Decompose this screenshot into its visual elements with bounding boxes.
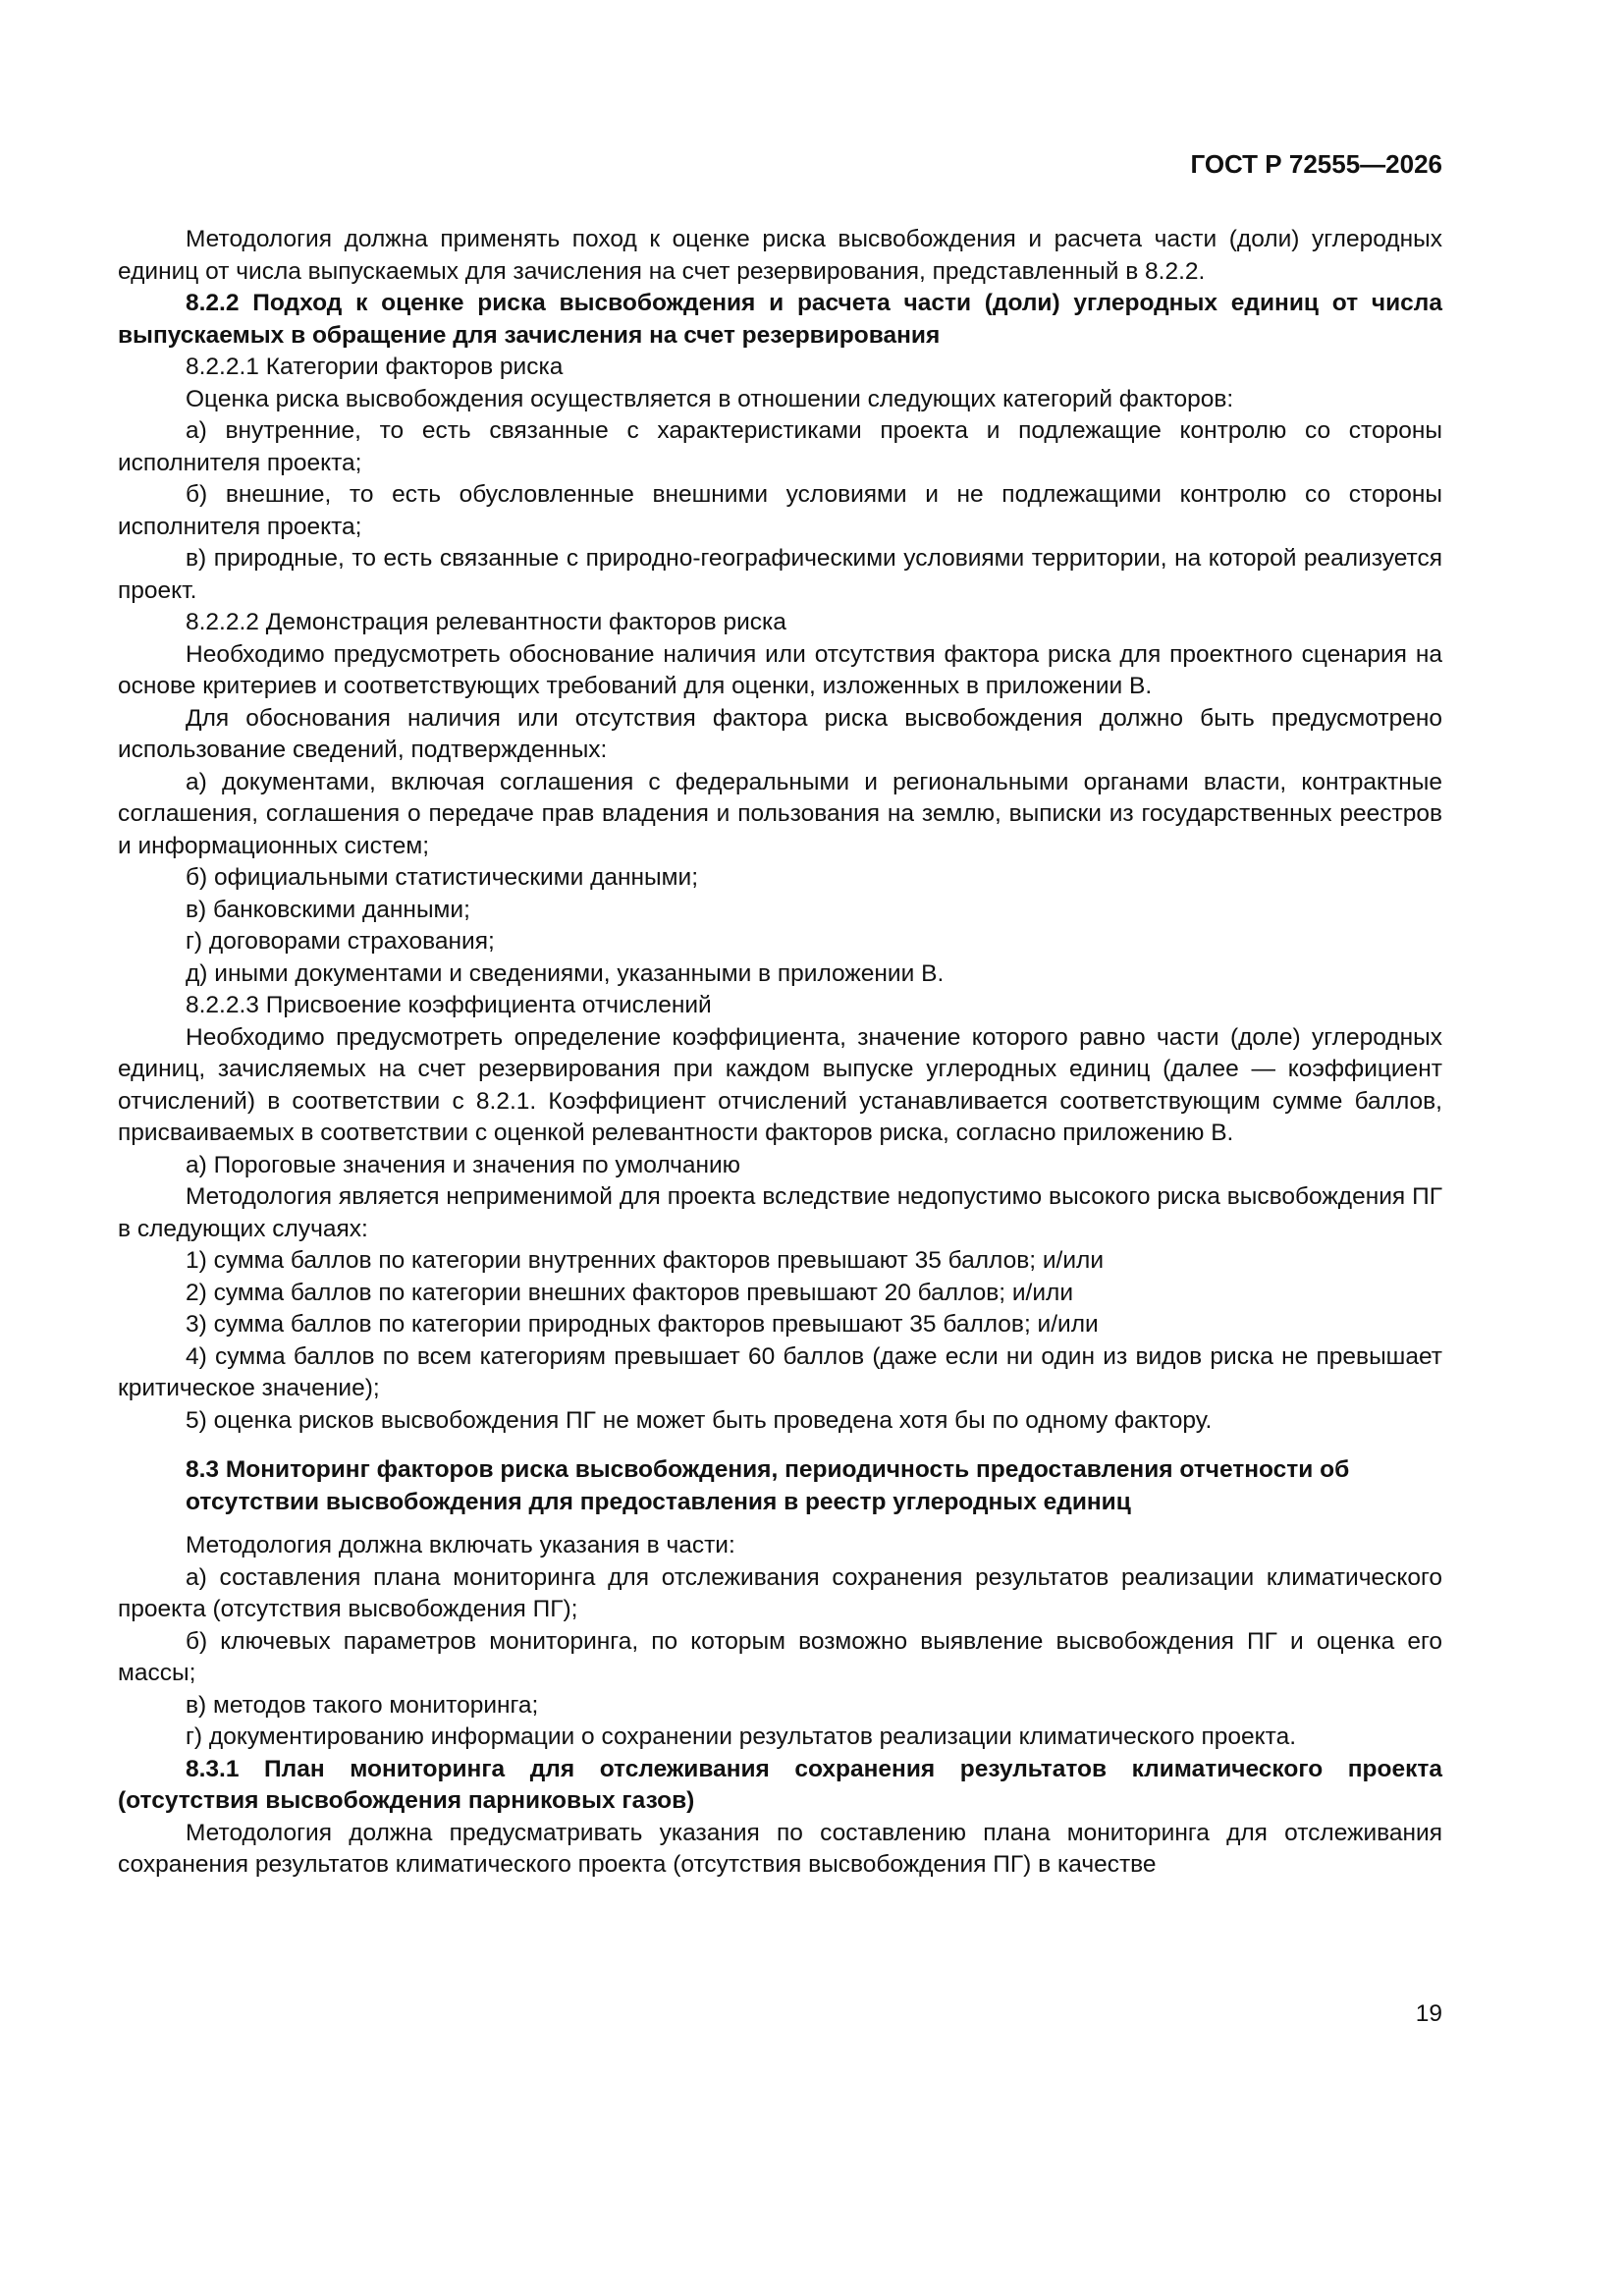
list-item: 4) сумма баллов по всем категориям превышает 60 баллов (даже если ни один из видов риска не превышает критическое значение); xyxy=(118,1342,1442,1401)
paragraph: Необходимо предусмотреть определение коэффициента, значение которого равно части (доле) углеродных единиц, зачисляемых на счет резервирования при каждом выпуске углеродных единиц (далее — коэффициент отчислений) в соответствии с 8.2.1. Коэффициент отчислений устанавливается соответствующим сумме баллов, присваиваемых в соответствии с оценкой релевантности факторов риска, согласно приложению В. xyxy=(118,1023,1442,1146)
section-title-8-3-1: 8.3.1 План мониторинга для отслеживания сохранения результатов климатического проекта (отсутствия высвобождения парниковых газов) xyxy=(118,1755,1442,1814)
list-item: в) методов такого мониторинга; xyxy=(186,1691,539,1719)
subsection-title-8-2-2-2: 8.2.2.2 Демонстрация релевантности факторов риска xyxy=(186,609,786,635)
paragraph: Методология является неприменимой для проекта вследствие недопустимо высокого риска высвобождения ПГ в следующих случаях: xyxy=(118,1183,1442,1242)
list-item: а) документами, включая соглашения с федеральными и региональными органами власти, контрактные соглашения, соглашения о передаче прав владения и пользования на землю, выписки из государственных реестров и информационных систем; xyxy=(118,768,1442,859)
section-heading-8-3: 8.3 Мониторинг факторов риска высвобождения, периодичность предоставления отчетности об отсутствии высвобождения для предоставления в реестр углеродных единиц xyxy=(186,1456,1350,1515)
page-number: 19 xyxy=(1415,2000,1442,2027)
paragraph: Оценка риска высвобождения осуществляется в отношении следующих категорий факторов: xyxy=(186,385,1234,412)
paragraph: Методология должна включать указания в части: xyxy=(186,1532,735,1558)
paragraph: Для обоснования наличия или отсутствия фактора риска высвобождения должно быть предусмотрено использование сведений, подтвержденных: xyxy=(118,704,1442,763)
section-title-8-2-2: 8.2.2 Подход к оценке риска высвобождения и расчета части (доли) углеродных единиц от числа выпускаемых в обращение для зачисления на счет резервирования xyxy=(118,290,1442,349)
paragraph: Методология должна предусматривать указания по составлению плана мониторинга для отслеживания сохранения результатов климатического проекта (отсутствия высвобождения ПГ) в качестве xyxy=(118,1819,1442,1878)
list-item: г) документированию информации о сохранении результатов реализации климатического проекта. xyxy=(186,1723,1296,1750)
list-item: 1) сумма баллов по категории внутренних факторов превышают 35 баллов; и/или xyxy=(186,1247,1105,1274)
list-item: а) внутренние, то есть связанные с характеристиками проекта и подлежащие контролю со стороны исполнителя проекта; xyxy=(118,417,1442,476)
document-body xyxy=(118,224,1442,1882)
list-item: б) ключевых параметров мониторинга, по которым возможно выявление высвобождения ПГ и оценка его массы; xyxy=(118,1627,1442,1686)
list-item: д) иными документами и сведениями, указанными в приложении В. xyxy=(186,959,945,987)
subsection-title-8-2-2-3: 8.2.2.3 Присвоение коэффициента отчислений xyxy=(186,992,712,1018)
list-item: б) внешние, то есть обусловленные внешними условиями и не подлежащими контролю со стороны исполнителя проекта; xyxy=(118,481,1442,540)
subsection-title-8-2-2-1: 8.2.2.1 Категории факторов риска xyxy=(186,354,564,380)
list-item: в) природные, то есть связанные с природно-географическими условиями территории, на которой реализуется проект. xyxy=(118,545,1442,604)
list-item: в) банковскими данными; xyxy=(186,896,470,923)
list-item: а) Пороговые значения и значения по умолчанию xyxy=(186,1151,741,1178)
list-item: а) составления плана мониторинга для отслеживания сохранения результатов реализации климатического проекта (отсутствия высвобождения ПГ); xyxy=(118,1563,1442,1622)
list-item: 5) оценка рисков высвобождения ПГ не может быть проведена хотя бы по одному фактору. xyxy=(186,1406,1213,1434)
paragraph: Методология должна применять поход к оценке риска высвобождения и расчета части (доли) углеродных единиц от числа выпускаемых для зачисления на счет резервирования, представленный в 8.2.2. xyxy=(118,226,1442,285)
list-item: г) договорами страхования; xyxy=(186,928,495,955)
document-code: ГОСТ Р 72555—2026 xyxy=(1190,149,1442,179)
list-item: 3) сумма баллов по категории природных факторов превышают 35 баллов; и/или xyxy=(186,1311,1099,1338)
list-item: б) официальными статистическими данными; xyxy=(186,864,699,891)
paragraph: Необходимо предусмотреть обоснование наличия или отсутствия фактора риска для проектного сценария на основе критериев и соответствующих требований для оценки, изложенных в приложении В. xyxy=(118,640,1442,699)
list-item: 2) сумма баллов по категории внешних факторов превышают 20 баллов; и/или xyxy=(186,1279,1074,1306)
